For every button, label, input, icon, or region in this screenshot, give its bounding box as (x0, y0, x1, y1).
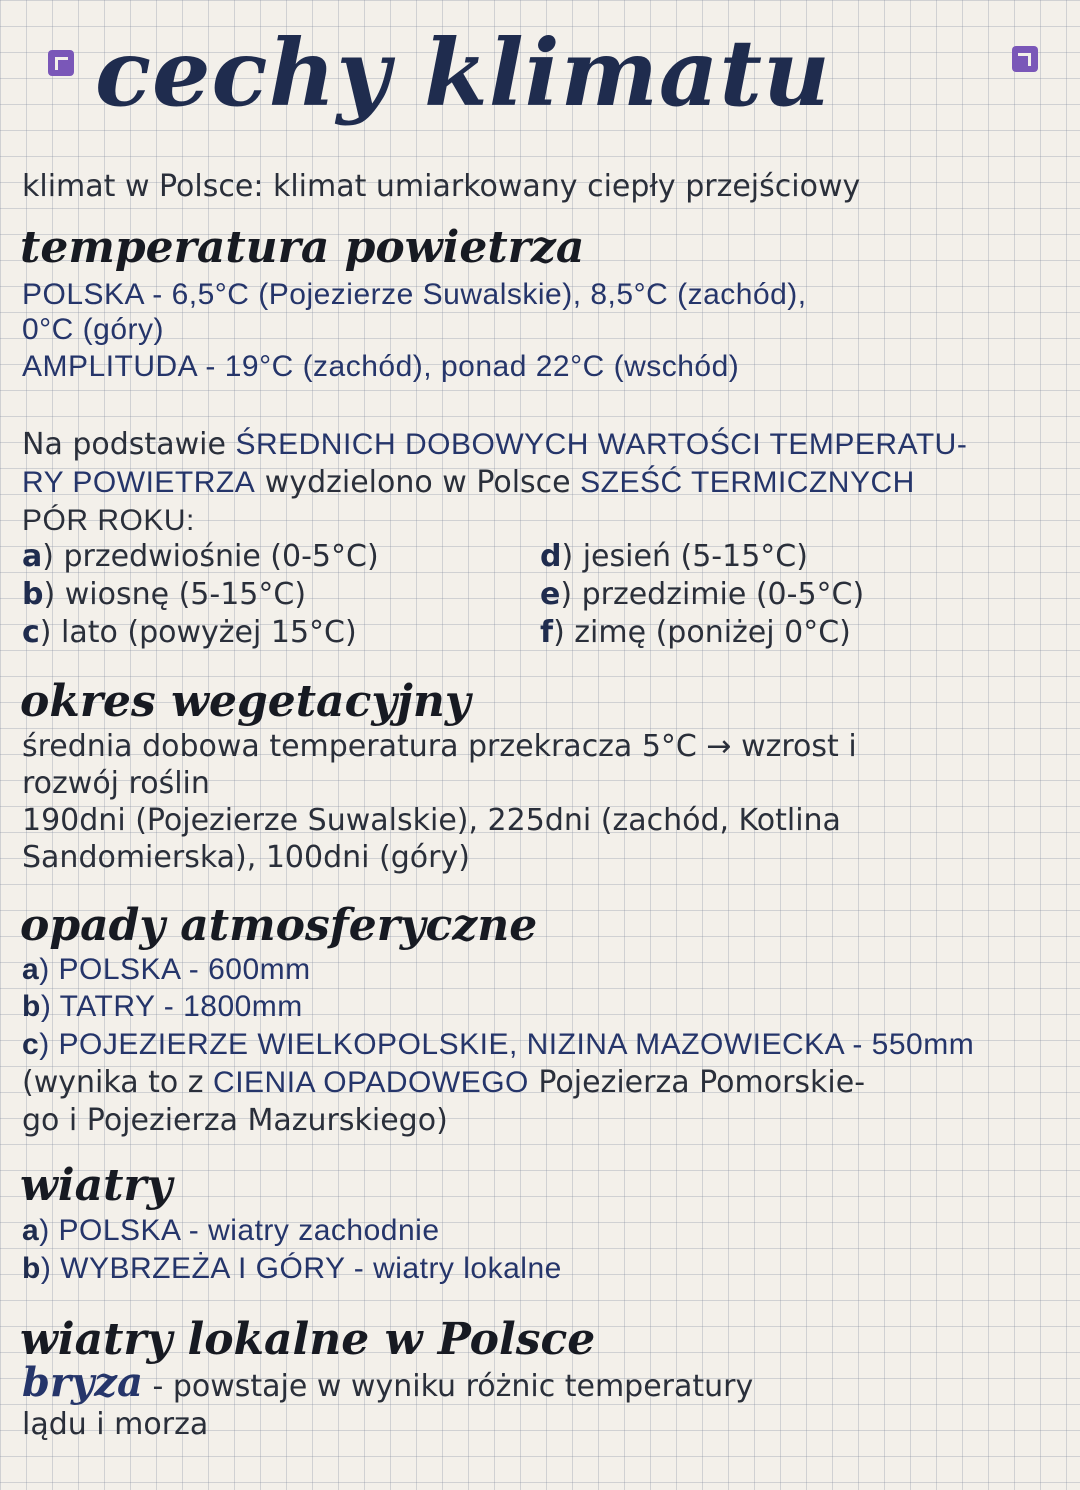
seasons-intro-text: Na podstawie (22, 427, 236, 462)
list-marker: b (22, 990, 41, 1023)
seasons-intro-line: PÓR ROKU: (22, 504, 195, 537)
note-text: (wynika to z (22, 1065, 214, 1100)
precipitation-label: ) POJEZIERZE WIELKOPOLSKIE, NIZINA MAZOWIECKA - 550mm (39, 1028, 975, 1061)
precipitation-note (22, 1066, 865, 1100)
list-marker: c (22, 1028, 40, 1061)
season-item (540, 540, 808, 574)
season-item (22, 578, 306, 612)
section-heading-precipitation: opady atmosferyczne (20, 900, 538, 951)
note-highlight: CIENIA OPADOWEGO (213, 1066, 529, 1099)
list-marker: e (540, 577, 561, 612)
temperature-line: POLSKA - 6,5°C (Pojezierze Suwalskie), 8,5°C (zachód), (22, 278, 807, 311)
list-marker: c (22, 615, 40, 650)
precipitation-label: ) POLSKA - 600mm (39, 953, 311, 986)
vegetation-line: 190dni (Pojezierze Suwalskie), 225dni (zachód, Kotlina (22, 803, 841, 838)
section-heading-temperature: temperatura powietrza (20, 222, 585, 273)
precipitation-item (22, 1028, 974, 1062)
list-marker: d (540, 539, 562, 574)
seasons-intro-highlight: SZEŚĆ TERMICZNYCH (580, 466, 915, 499)
season-item (22, 540, 379, 574)
page-title: cechy klimatu (95, 19, 831, 127)
list-marker: b (22, 577, 44, 612)
season-item (22, 616, 357, 650)
season-label: ) przedwiośnie (0-5°C) (42, 539, 379, 574)
list-marker: a (22, 539, 43, 574)
temperature-amplitude: AMPLITUDA - 19°C (zachód), ponad 22°C (wschód) (22, 350, 740, 383)
vegetation-line: Sandomierska), 100dni (góry) (22, 840, 470, 875)
seasons-intro-line (22, 466, 915, 500)
seasons-intro-line (22, 428, 967, 462)
vegetation-line: rozwój roślin (22, 766, 210, 801)
list-marker: a (22, 953, 40, 986)
list-marker: b (22, 1252, 41, 1285)
seasons-intro-highlight: ŚREDNICH DOBOWYCH WARTOŚCI TEMPERATU- (235, 428, 968, 461)
section-heading-local-winds: wiatry lokalne w Polsce (20, 1314, 596, 1365)
local-wind-definition (22, 1359, 754, 1406)
wind-item (22, 1214, 440, 1248)
section-heading-vegetation: okres wegetacyjny (20, 676, 471, 727)
precipitation-note: go i Pojezierza Mazurskiego) (22, 1103, 448, 1138)
wind-label: ) WYBRZEŻA I GÓRY - wiatry lokalne (40, 1252, 562, 1285)
wind-term: bryza (22, 1359, 143, 1406)
list-marker: f (540, 615, 554, 650)
climate-intro: klimat w Polsce: klimat umiarkowany ciepły przejściowy (22, 169, 861, 204)
vegetation-line: średnia dobowa temperatura przekracza 5°C → wzrost i (22, 729, 857, 764)
season-label: ) zimę (poniżej 0°C) (553, 615, 851, 650)
season-item (540, 616, 851, 650)
list-marker: a (22, 1214, 40, 1247)
seasons-intro-text: wydzielono w Polsce (255, 465, 581, 500)
wind-definition-text: - powstaje w wyniku różnic temperatury (142, 1369, 754, 1404)
local-wind-definition: lądu i morza (22, 1407, 209, 1442)
season-label: ) przedzimie (0-5°C) (560, 577, 865, 612)
wind-item (22, 1252, 562, 1286)
precipitation-item (22, 990, 303, 1024)
season-label: ) jesień (5-15°C) (561, 539, 808, 574)
seasons-intro-highlight: RY POWIETRZA (22, 466, 256, 499)
precipitation-label: ) TATRY - 1800mm (40, 990, 303, 1023)
corner-sticker-icon (1012, 46, 1038, 72)
corner-sticker-icon (48, 50, 74, 76)
section-heading-winds: wiatry (20, 1160, 173, 1211)
season-label: ) wiosnę (5-15°C) (43, 577, 307, 612)
temperature-line: 0°C (góry) (22, 313, 165, 346)
season-label: ) lato (powyżej 15°C) (39, 615, 357, 650)
precipitation-item (22, 953, 311, 987)
wind-label: ) POLSKA - wiatry zachodnie (39, 1214, 440, 1247)
season-item (540, 578, 864, 612)
note-text: Pojezierza Pomorskie- (528, 1065, 866, 1100)
